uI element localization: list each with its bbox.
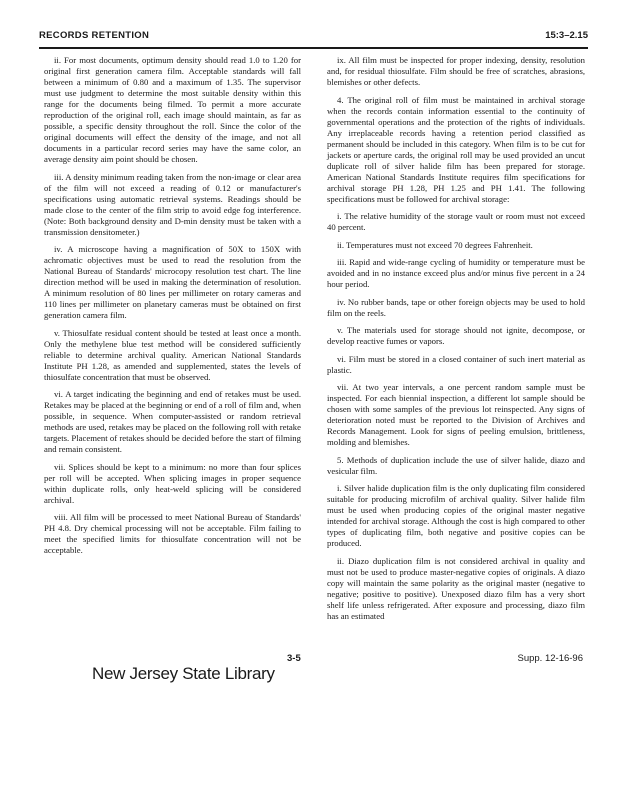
paragraph: ii. Diazo duplication film is not considered archival in quality and must not be used to produce master-negative copies of originals. A diazo copy will maintain the same polarity as the original master (negative to negative; positive to positive). Unexposed diazo film has a very short shelf life unless refrigerated. After exposure and processing, diazo film has an estimated xyxy=(327,555,585,621)
paragraph: viii. All film will be processed to meet National Bureau of Standards' PH 4.8. Dry chemical processing will not be acceptable. Film failing to meet the specified limits for thiosulfate concentration will not be acceptable. xyxy=(44,512,301,555)
paragraph: vi. A target indicating the beginning and end of retakes must be used. Retakes may be placed at the beginning or end of a roll of film and, when possible, in sequence. When computer-assisted or random retrieval methods are used, retakes may be placed on the following roll with retake targets. Placement of retakes should be decided before the start of filming and remain consistent. xyxy=(44,389,301,454)
paragraph: v. The materials used for storage should not ignite, decompose, or develop reactive fumes or vapors. xyxy=(327,325,585,346)
page-number: 3-5 xyxy=(287,653,301,664)
library-watermark: New Jersey State Library xyxy=(92,664,275,683)
paragraph: iv. A microscope having a magnification of 50X to 150X with achromatic objectives must be used to read the resolution from the National Bureau of Standards' microcopy resolution test chart. The line direction method will be used in making the determination of resolution. A minimum resolution of 80 lines per millimeter on rotary cameras and 110 lines per millimeter on planetary cameras must be obtained on first generation camera film. xyxy=(44,244,301,320)
right-column xyxy=(327,55,585,628)
paragraph: ix. All film must be inspected for proper indexing, density, resolution and, for residual thiosulfate. Film should be free of scratches, abrasions, blemishes or other defects. xyxy=(327,55,585,87)
header-section: 15:3–2.15 xyxy=(545,30,588,41)
paragraph: 5. Methods of duplication include the use of silver halide, diazo and vesicular film. xyxy=(327,454,585,476)
header-title: RECORDS RETENTION xyxy=(39,30,150,41)
left-column xyxy=(44,55,301,563)
paragraph: 4. The original roll of film must be maintained in archival storage when the records contain information essential to the continuity of governmental operations and the protection of the rights of individuals. Any irreplaceable records having a retention period classified as permanent should be included in this category. When film is to be cut for jackets or aperture cards, the original roll may be used provided an uncut duplicate roll of silver halide film has been prepared for storage. American National Standards Institute requires film specifications for archival storage PH 1.28, PH 1.25 and PH 1.41. The following specifications must be followed for archival storage: xyxy=(327,94,585,204)
paragraph: iii. Rapid and wide-range cycling of humidity or temperature must be avoided and in no instance exceed plus and/or minus five percent in a 24 hour period. xyxy=(327,257,585,289)
paragraph: iv. No rubber bands, tape or other foreign objects may be used to hold film on the reels. xyxy=(327,296,585,318)
header-rule xyxy=(39,47,588,49)
paragraph: i. The relative humidity of the storage vault or room must not exceed 40 percent. xyxy=(327,211,585,232)
paragraph: ii. Temperatures must not exceed 70 degrees Fahrenheit. xyxy=(337,239,533,250)
paragraph: iii. A density minimum reading taken from the non-image or clear area of the film will not exceed a reading of 0.12 or manufacturer's specifications using automatic retrieval systems. Readings should be made close to the center of the film strip to avoid edge fog interference. (Note: Both background density and D-min density must be taken with a transmission densitometer.) xyxy=(44,171,301,237)
paragraph: v. Thiosulfate residual content should be tested at least once a month. Only the methylene blue test method will be considered sufficiently reliable to determine archival quality. American National Standards Institute PH 1.28, as amended and supplemented, states the levels of thiosulfate concentration that must be observed. xyxy=(44,327,301,382)
running-header xyxy=(39,30,588,46)
paragraph: vi. Film must be stored in a closed container of such inert material as plastic. xyxy=(327,353,585,375)
paragraph: i. Silver halide duplication film is the only duplicating film considered suitable for producing microfilm of archival quality. Silver halide film must be used when producing copies of the original master negative intended for archival storage. Although the cost is high compared to other types of duplicating film, both negative and positive copies can be produced. xyxy=(327,483,585,548)
paragraph: vii. Splices should be kept to a minimum: no more than four splices per roll will be accepted. When splicing images in proper sequence within duplicate rolls, only heat-weld splicing will be considered archival. xyxy=(44,461,301,505)
supplement-date: Supp. 12-16-96 xyxy=(517,653,583,664)
paragraph: vii. At two year intervals, a one percent random sample must be inspected. For each biennial inspection, a different lot sample should be chosen with some samples of the previous lot reinspected. Any signs of deterioration noted must be reported to the Division of Archives and Records Management. Look for signs of peeling emulsion, brittleness, molding and blemishes. xyxy=(327,382,585,447)
paragraph: ii. For most documents, optimum density should read 1.0 to 1.20 for original first generation camera film. Acceptable standards will fall between a minimum of 0.80 and a maximum of 1.35. The supervisor must use judgment to determine the most suitable density within this range for the documents being filmed. To permit a more accurate reproduction of the original roll, each image should maintain, as far as possible, a specific density throughout the roll. Since the color of the original documents will effect the density of the image, and not all documents in a particular record series may have the same color, an average density aim point should be chosen. xyxy=(44,55,301,164)
